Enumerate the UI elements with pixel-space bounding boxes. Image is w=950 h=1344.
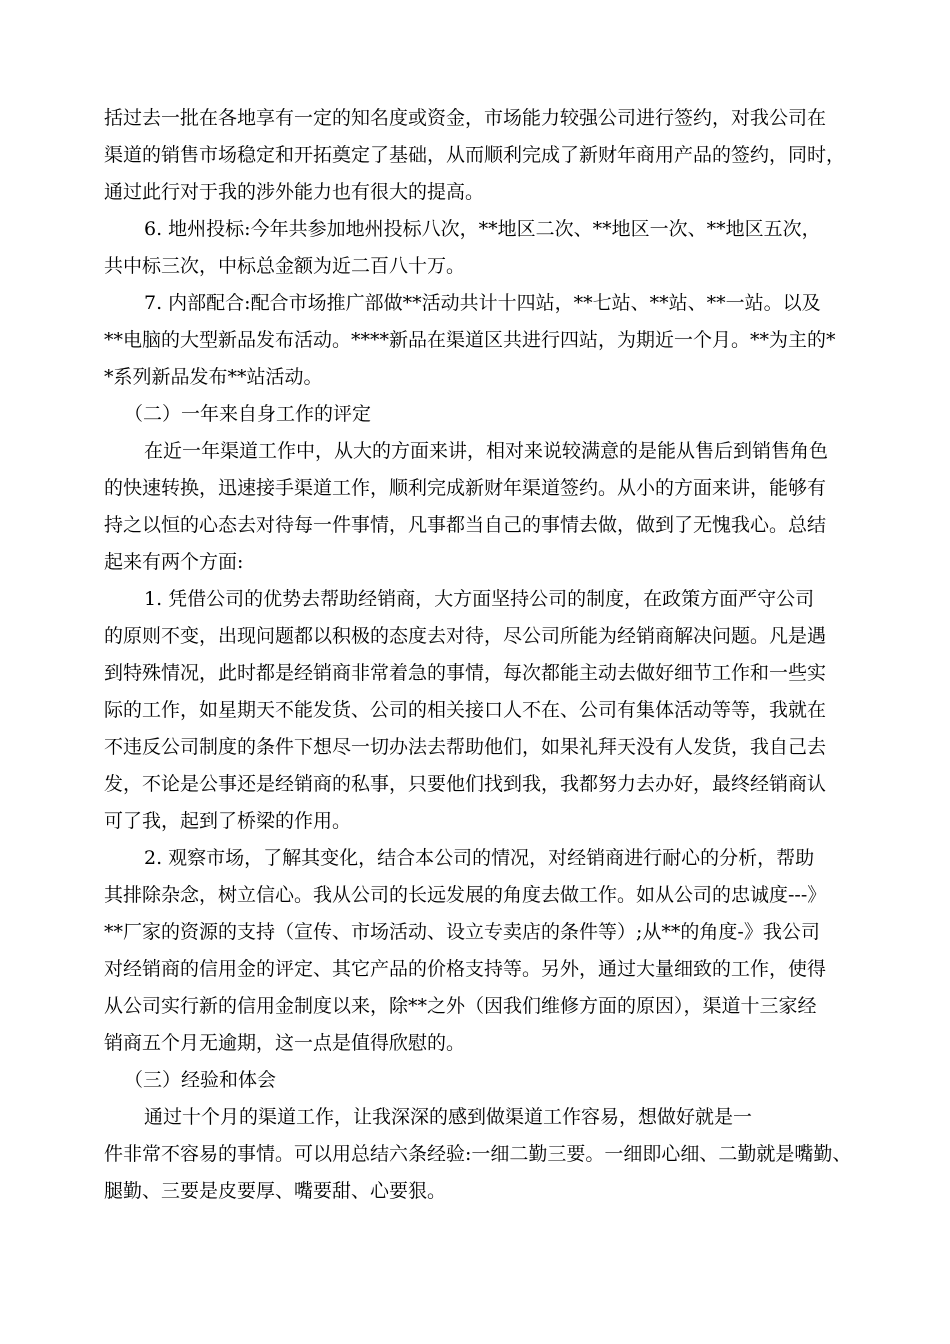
paragraph-start: 在近一年渠道工作中，从大的方面来讲，相对来说较满意的是能从售后到销售角色 [144,440,829,462]
text-line: 渠道的销售市场稳定和开拓奠定了基础，从而顺利完成了新财年商用产品的签约，同时， [104,144,846,166]
text-line: **厂家的资源的支持（宣传、市场活动、设立专卖店的条件等）;从**的角度-》我公司 [104,921,820,943]
list-item-2: 2. 观察市场，了解其变化，结合本公司的情况，对经销商进行耐心的分析，帮助 [144,847,815,869]
text-line: 到特殊情况，此时都是经销商非常着急的事情，每次都能主动去做好细节工作和一些实 [104,662,827,684]
text-line: 可了我，起到了桥梁的作用。 [104,810,352,832]
text-line: *系列新品发布**站活动。 [104,366,323,388]
text-line: 件非常不容易的事情。可以用总结六条经验:一细二勤三要。一细即心细、二勤就是嘴勤、 [104,1143,852,1165]
paragraph-start: 通过十个月的渠道工作，让我深深的感到做渠道工作容易，想做好就是一 [144,1106,753,1128]
document-body [104,106,854,1216]
text-line: 的原则不变，出现问题都以积极的态度去对待，尽公司所能为经销商解决问题。凡是遇 [104,625,827,647]
text-line: 其排除杂念，树立信心。我从公司的长远发展的角度去做工作。如从公司的忠诚度---》 [104,884,827,906]
section-heading: （二）一年来自身工作的评定 [124,403,372,425]
text-line: 不违反公司制度的条件下想尽一切办法去帮助他们，如果礼拜天没有人发货，我自己去 [104,736,827,758]
text-line: 持之以恒的心态去对待每一件事情，凡事都当自己的事情去做，做到了无愧我心。总结 [104,514,827,536]
text-line: 共中标三次，中标总金额为近二百八十万。 [104,255,466,277]
list-item-6: 6. 地州投标:今年共参加地州投标八次，**地区二次、**地区一次、**地区五次， [144,218,821,240]
text-line: 对经销商的信用金的评定、其它产品的价格支持等。另外，通过大量细致的工作，使得 [104,958,827,980]
text-line: 销商五个月无逾期，这一点是值得欣慰的。 [104,1032,466,1054]
section-heading: （三）经验和体会 [124,1069,277,1091]
text-line: 括过去一批在各地享有一定的知名度或资金，市场能力较强公司进行签约，对我公司在 [104,107,827,129]
text-line: 通过此行对于我的涉外能力也有很大的提高。 [104,181,485,203]
text-line: **电脑的大型新品发布活动。****新品在渠道区共进行四站，为期近一个月。**为主的* [104,329,836,351]
text-line: 发，不论是公事还是经销商的私事，只要他们找到我，我都努力去办好，最终经销商认 [104,773,827,795]
text-line: 腿勤、三要是皮要厚、嘴要甜、心要狠。 [104,1180,447,1202]
text-line: 际的工作，如星期天不能发货、公司的相关接口人不在、公司有集体活动等等，我就在 [104,699,827,721]
list-item-7: 7. 内部配合:配合市场推广部做**活动共计十四站，**七站、**站、**一站。以及 [144,292,821,314]
text-line: 从公司实行新的信用金制度以来，除**之外（因我们维修方面的原因），渠道十三家经 [104,995,817,1017]
text-line: 起来有两个方面: [104,551,244,573]
list-item-1: 1. 凭借公司的优势去帮助经销商，大方面坚持公司的制度，在政策方面严守公司 [144,588,815,610]
text-line: 的快速转换，迅速接手渠道工作，顺利完成新财年渠道签约。从小的方面来讲，能够有 [104,477,827,499]
